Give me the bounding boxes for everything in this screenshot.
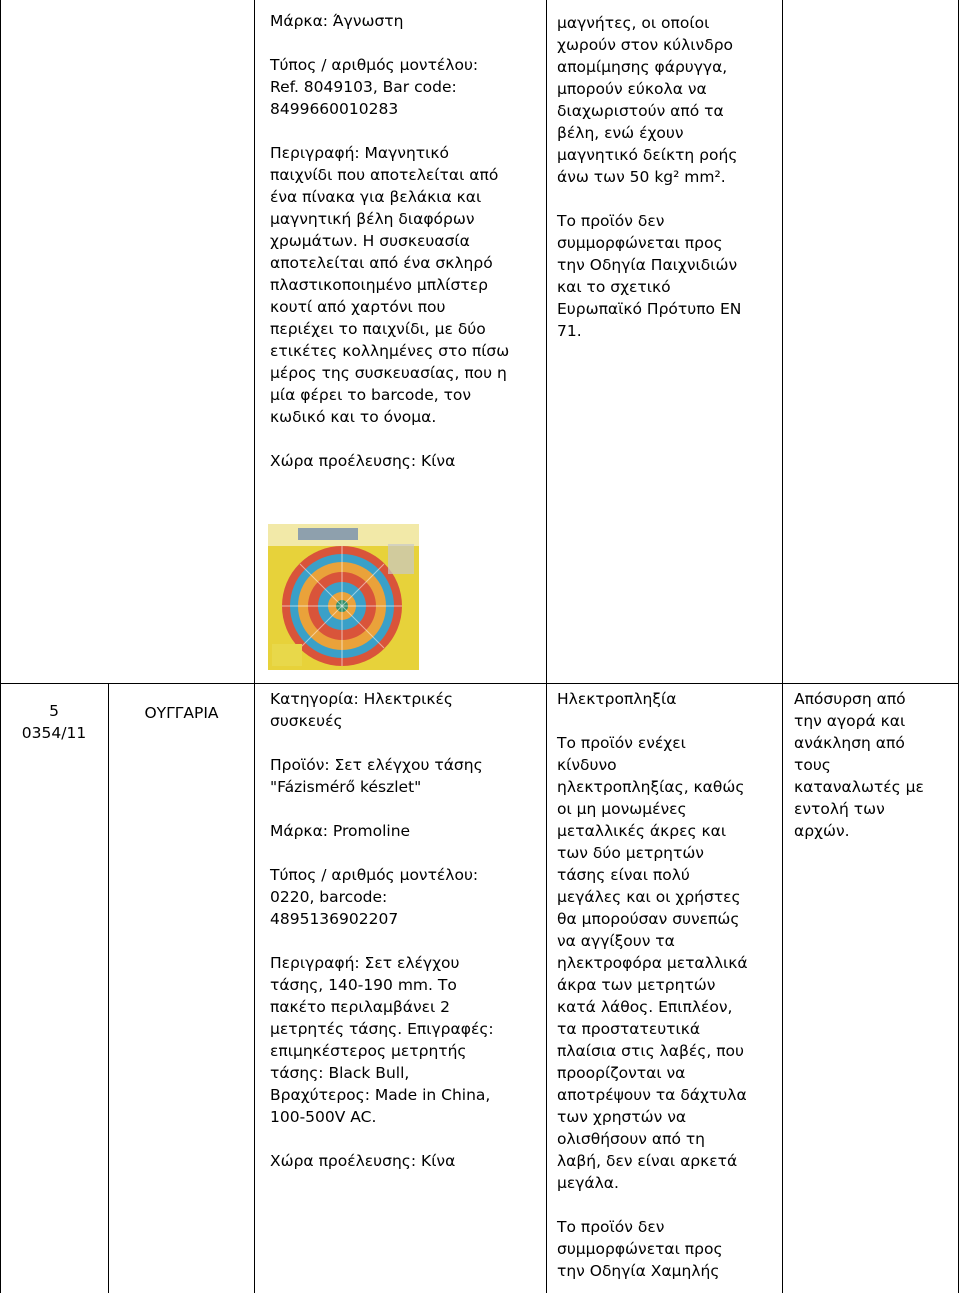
bottom-category: Κατηγορία: Ηλεκτρικές συσκευές — [270, 690, 454, 730]
risk-compliance: Το προϊόν δεν συμμορφώνεται προς την Οδηγία Χαμηλής — [557, 1218, 723, 1280]
bottom-risk-cell — [557, 688, 779, 1282]
bottom-description: Περιγραφή: Σετ ελέγχου τάσης, 140-190 mm. Το πακέτο περιλαμβάνει 2 μετρητές τάσης. Επιγραφές: επιμηκέστερος μετρητής τάσης: Black Bull, Βραχύτερος: Made in China, 100-500V AC. — [270, 954, 494, 1126]
top-risk-cell — [557, 12, 779, 342]
bottom-origin: Χώρα προέλευσης: Κίνα — [270, 1152, 456, 1170]
col-divider-5 — [782, 0, 783, 1293]
bottom-model: Τύπος / αριθμός μοντέλου: 0220, barcode: 4895136902207 — [270, 866, 479, 928]
measures-cell — [794, 688, 954, 842]
col-divider-2 — [254, 683, 255, 1293]
bottom-brand: Μάρκα: Promoline — [270, 822, 411, 840]
measures-text: Απόσυρση από την αγορά και ανάκληση από τους καταναλωτές με εντολή των αρχών. — [794, 690, 924, 840]
col-divider-4 — [546, 0, 547, 1293]
top-brand: Μάρκα: Άγνωστη — [270, 12, 404, 30]
row-divider — [0, 683, 959, 684]
case-number: 5 0354/11 — [21, 702, 87, 742]
top-product-cell — [270, 10, 542, 472]
risk-type: Ηλεκτροπληξία — [557, 690, 677, 708]
top-model: Τύπος / αριθμός μοντέλου: Ref. 8049103, Bar code: 8499660010283 — [270, 56, 479, 118]
product-photo-dartboard — [268, 524, 419, 670]
table-border-left — [0, 0, 1, 1293]
risk-description: Το προϊόν ενέχει κίνδυνο ηλεκτροπληξίας, καθώς οι μη μονωμένες μεταλλικές άκρες και των δύο μετρητών τάσης είναι πολύ μεγάλες και οι χρήστες θα μπορούσαν συνεπώς να αγγίξουν τα ηλεκτροφόρα μεταλλικά άκρα των μετρητών κατά λάθος. Επιπλέον, τα προστατευτικά πλαίσια στις λαβές, που προορίζονται να αποτρέψουν τα δάχτυλα των χρηστών να ολισθήσουν από τη λαβή, δεν είναι αρκετά μεγάλα. — [557, 734, 748, 1192]
notifying-country: ΟΥΓΓΑΡΙΑ — [144, 704, 219, 722]
col-divider-1 — [108, 683, 109, 1293]
top-compliance-text: Το προϊόν δεν συμμορφώνεται προς την Οδηγία Παιχνιδιών και το σχετικό Ευρωπαϊκό Πρότυπο EN 71. — [557, 212, 742, 340]
col-divider-3 — [254, 0, 255, 683]
top-origin: Χώρα προέλευσης: Κίνα — [270, 452, 456, 470]
top-description: Περιγραφή: Μαγνητικό παιχνίδι που αποτελείται από ένα πίνακα για βελάκια και μαγνητική βέλη διαφόρων χρωμάτων. Η συσκευασία αποτελείται από ένα σκληρό πλαστικοποιημένο μπλίστερ κουτί από χαρτόνι που περιέχει το παιχνίδι, με δύο ετικέτες κολλημένες στο πίσω μέρος της συσκευασίας, που η μία φέρει το barcode, τον κωδικό και το όνομα. — [270, 144, 510, 426]
bottom-product-cell — [270, 688, 542, 1172]
table-border-right — [958, 0, 959, 1293]
top-risk-text: μαγνήτες, οι οποίοι χωρούν στον κύλινδρο απομίμησης φάρυγγα, μπορούν εύκολα να διαχωριστούν από τα βέλη, ενώ έχουν μαγνητικό δείκτη ροής άνω των 50 kg² mm². — [557, 14, 738, 186]
bottom-product: Προϊόν: Σετ ελέγχου τάσης "Fázismérő készlet" — [270, 756, 483, 796]
